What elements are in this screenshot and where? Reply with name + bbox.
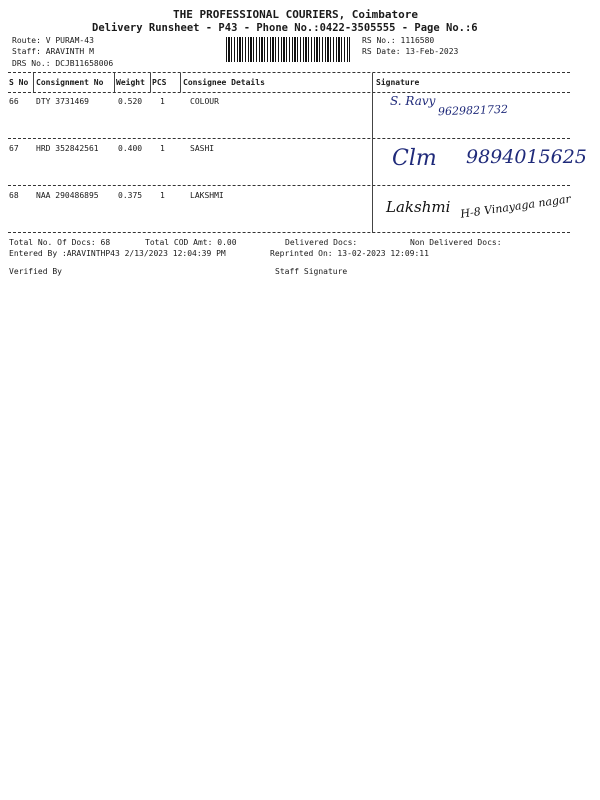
staff-label: Staff: ARAVINTH M (12, 47, 94, 56)
barcode-icon (226, 37, 350, 62)
rs-number: RS No.: 1116580 (362, 36, 435, 45)
row-divider (8, 138, 570, 139)
col-sep (180, 73, 181, 92)
staff-signature: Staff Signature (275, 267, 348, 276)
row-consignment: DTY 3731469 (36, 97, 89, 106)
row-weight: 0.520 (118, 97, 143, 106)
total-docs: Total No. Of Docs: 68 (9, 238, 111, 247)
total-cod: Total COD Amt: 0.00 (145, 238, 237, 247)
row-consignment: HRD 352842561 (36, 144, 99, 153)
row-consignee: LAKSHMI (190, 191, 224, 200)
company-title: THE PROFESSIONAL COURIERS, Coimbatore (173, 8, 419, 21)
handwritten-signature: Lakshmi (386, 198, 451, 216)
handwritten-phone: 9894015625 (466, 146, 587, 168)
handwritten-phone: 9629821732 (437, 102, 509, 119)
row-sno: 67 (9, 144, 19, 153)
row-weight: 0.375 (118, 191, 143, 200)
col-header-pcs: PCS (152, 78, 167, 87)
drs-number: DRS No.: DCJB11658006 (12, 59, 114, 68)
col-sep (33, 73, 34, 92)
runsheet-subtitle: Delivery Runsheet - P43 - Phone No.:0422-3505555 - Page No.:6 (92, 22, 478, 34)
row-pcs: 1 (160, 144, 165, 153)
handwritten-address: H-8 Vinayaga nagar (459, 192, 572, 221)
col-sep (114, 73, 115, 92)
col-sep (150, 73, 151, 92)
row-sno: 66 (9, 97, 19, 106)
rs-date: RS Date: 13-Feb-2023 (362, 47, 459, 56)
route-label: Route: V PURAM-43 (12, 36, 94, 45)
handwritten-signature: S. Ravy (390, 94, 436, 108)
handwritten-signature: Clm (392, 146, 437, 171)
row-weight: 0.400 (118, 144, 143, 153)
row-pcs: 1 (160, 191, 165, 200)
col-header-consignment: Consignment No (36, 78, 104, 87)
col-header-weight: Weight (116, 78, 145, 87)
verified-by: Verified By (9, 267, 62, 276)
non-delivered-docs: Non Delivered Docs: (410, 238, 502, 247)
row-pcs: 1 (160, 97, 165, 106)
col-header-signature: Signature (376, 78, 420, 87)
col-header-consignee: Consignee Details (183, 78, 265, 87)
header-bottom-rule (8, 92, 570, 93)
row-consignee: COLOUR (190, 97, 219, 106)
col-header-sno: S No (9, 78, 29, 87)
delivered-docs: Delivered Docs: (285, 238, 358, 247)
table-bottom-rule (8, 232, 570, 233)
entered-by: Entered By :ARAVINTHP43 2/13/2023 12:04:39 PM (9, 249, 226, 258)
row-divider (8, 185, 570, 186)
row-sno: 68 (9, 191, 19, 200)
reprinted-on: Reprinted On: 13-02-2023 12:09:11 (270, 249, 429, 258)
signature-col-sep (372, 73, 373, 233)
table-top-rule (8, 72, 570, 73)
row-consignment: NAA 290486895 (36, 191, 99, 200)
row-consignee: SASHI (190, 144, 215, 153)
